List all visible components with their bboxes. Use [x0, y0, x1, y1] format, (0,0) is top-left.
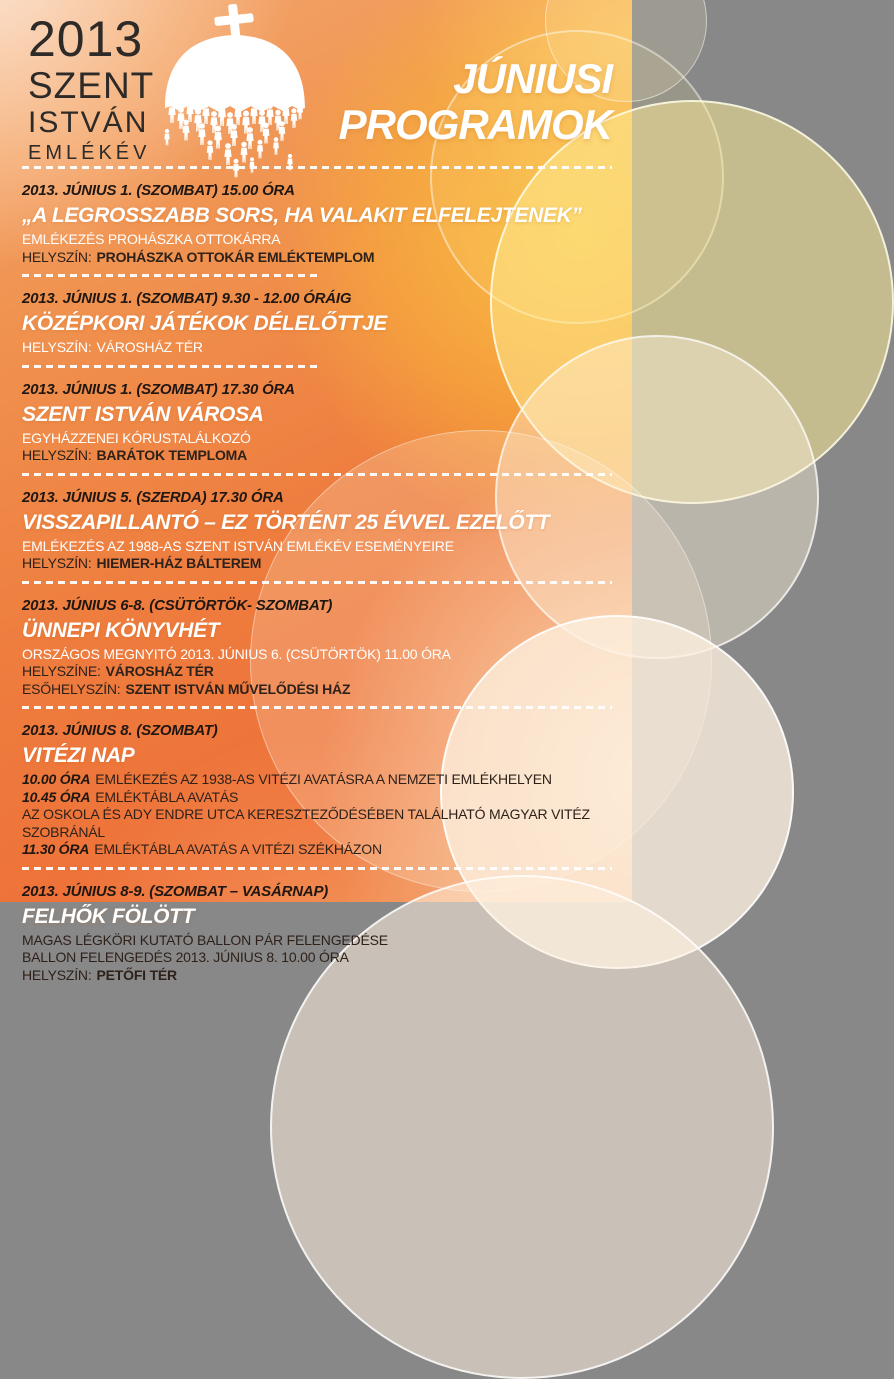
- logo-year: 2013: [28, 11, 144, 67]
- event-schedule-item: [22, 771, 612, 789]
- location-value: VÁROSHÁZ TÉR: [105, 663, 214, 679]
- event-item: [22, 286, 612, 357]
- schedule-text: EMLÉKTÁBLA AVATÁS A VITÉZI SZÉKHÁZON: [94, 841, 382, 857]
- event-description: EMLÉKEZÉS PROHÁSZKA OTTOKÁRRA: [22, 231, 281, 247]
- event-date: 2013. JÚNIUS 5. (SZERDA) 17.30 ÓRA: [22, 488, 284, 506]
- event-schedule-item: [22, 789, 612, 807]
- location-value: BARÁTOK TEMPLOMA: [96, 447, 248, 463]
- event-location: [22, 447, 612, 465]
- event-location: [22, 249, 612, 267]
- logo-line-emlekev: EMLÉKÉV: [28, 142, 151, 164]
- dome-of-people-icon: [140, 2, 330, 174]
- event-item: [22, 593, 612, 699]
- program-list: [22, 158, 612, 984]
- location-label: HELYSZÍN:: [22, 555, 92, 571]
- location-label: HELYSZÍN:: [22, 248, 92, 265]
- event-schedule-item: [22, 841, 612, 859]
- event-date: 2013. JÚNIUS 8-9. (SZOMBAT – VASÁRNAP): [22, 882, 329, 900]
- location-label: HELYSZÍNE:: [22, 663, 101, 679]
- event-description: EGYHÁZZENEI KÓRUSTALÁLKOZÓ: [22, 429, 251, 446]
- logo-line-szent: SZENT: [28, 65, 155, 106]
- event-title: VITÉZI NAP: [22, 744, 135, 767]
- event-date: 2013. JÚNIUS 1. (SZOMBAT) 15.00 ÓRA: [22, 182, 295, 199]
- event-description: EMLÉKEZÉS AZ 1988-AS SZENT ISTVÁN EMLÉKÉV ESEMÉNYEIRE: [22, 537, 454, 554]
- event-location: [22, 555, 612, 573]
- event-title: KÖZÉPKORI JÁTÉKOK DÉLELŐTTJE: [22, 312, 387, 335]
- event-item: [22, 718, 612, 859]
- logo-line-istvan: ISTVÁN: [28, 106, 149, 139]
- dashed-divider: [22, 365, 317, 368]
- event-item: [22, 485, 612, 573]
- event-description: MAGAS LÉGKÖRI KUTATÓ BALLON PÁR FELENGEDÉSE: [22, 931, 388, 948]
- location-label: HELYSZÍN:: [22, 447, 92, 463]
- dashed-divider: [22, 706, 612, 709]
- event-description: ORSZÁGOS MEGNYITÓ 2013. JÚNIUS 6. (CSÜTÖRTÖK) 11.00 ÓRA: [22, 645, 451, 662]
- dashed-divider: [22, 867, 612, 870]
- location-label: HELYSZÍN:: [22, 339, 92, 355]
- event-title: SZENT ISTVÁN VÁROSA: [22, 402, 264, 426]
- event-location: [22, 339, 612, 357]
- location-label: ESŐHELYSZÍN:: [22, 680, 121, 697]
- event-location: [22, 663, 612, 681]
- event-title: „A LEGROSSZABB SORS, HA VALAKIT ELFELEJTENEK”: [22, 204, 582, 227]
- event-date: 2013. JÚNIUS 8. (SZOMBAT): [22, 722, 218, 739]
- location-value: PETŐFI TÉR: [96, 966, 177, 983]
- schedule-text: EMLÉKTÁBLA AVATÁS: [95, 788, 239, 805]
- event-description: AZ OSKOLA ÉS ADY ENDRE UTCA KERESZTEZŐDÉSÉBEN TALÁLHATÓ MAGYAR VITÉZ SZOBRÁNÁL: [22, 806, 590, 840]
- page-title-line1: JÚNIUSI: [453, 55, 612, 102]
- location-value: SZENT ISTVÁN MŰVELŐDÉSI HÁZ: [125, 680, 351, 697]
- event-title: FELHŐK FÖLÖTT: [22, 904, 195, 928]
- page-title-line2: PROGRAMOK: [338, 101, 612, 148]
- location-value: VÁROSHÁZ TÉR: [96, 339, 203, 355]
- dashed-divider: [22, 166, 612, 169]
- time-label: 10.00 ÓRA: [22, 771, 91, 787]
- event-description: BALLON FELENGEDÉS 2013. JÚNIUS 8. 10.00 ÓRA: [22, 949, 349, 965]
- event-item: [22, 879, 612, 985]
- event-location: [22, 967, 612, 985]
- memorial-year-logo: [28, 11, 155, 164]
- schedule-text: EMLÉKEZÉS AZ 1938-AS VITÉZI AVATÁSRA A NEMZETI EMLÉKHELYEN: [95, 771, 552, 787]
- event-date: 2013. JÚNIUS 1. (SZOMBAT) 9.30 - 12.00 ÓRÁIG: [22, 290, 352, 307]
- location-value: PROHÁSZKA OTTOKÁR EMLÉKTEMPLOM: [96, 248, 375, 265]
- event-date: 2013. JÚNIUS 1. (SZOMBAT) 17.30 ÓRA: [22, 380, 295, 398]
- event-title: ÜNNEPI KÖNYVHÉT: [22, 618, 220, 642]
- dashed-divider: [22, 274, 317, 277]
- dashed-divider: [22, 581, 612, 584]
- time-label: 11.30 ÓRA: [22, 841, 90, 857]
- page-title: [339, 56, 612, 148]
- location-label: HELYSZÍN:: [22, 966, 92, 983]
- event-date: 2013. JÚNIUS 6-8. (CSÜTÖRTÖK- SZOMBAT): [22, 596, 333, 614]
- event-rain-location: [22, 681, 612, 699]
- event-item: [22, 377, 612, 465]
- dashed-divider: [22, 473, 612, 476]
- event-item: [22, 178, 612, 266]
- location-value: HIEMER-HÁZ BÁLTEREM: [96, 555, 262, 571]
- event-title: VISSZAPILLANTÓ – EZ TÖRTÉNT 25 ÉVVEL EZELŐTT: [22, 510, 550, 534]
- time-label: 10.45 ÓRA: [22, 788, 91, 805]
